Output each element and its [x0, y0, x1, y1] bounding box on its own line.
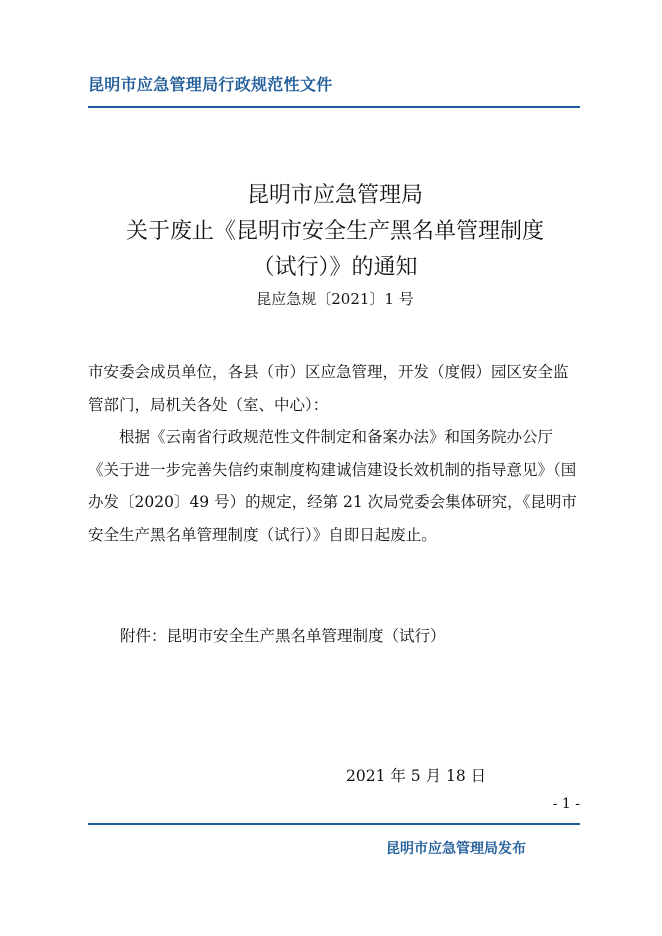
- document-title: [60, 178, 610, 286]
- page-number: - 1 -: [552, 796, 580, 812]
- title-line: （试行）》的通知: [252, 255, 418, 280]
- document-number: 昆应急规〔2021〕1 号: [256, 290, 414, 308]
- attachment-line: 附件：昆明市安全生产黑名单管理制度（试行）: [120, 627, 446, 645]
- issue-date: 2021 年 5 月 18 日: [346, 767, 487, 785]
- title-line: 昆明市应急管理局: [246, 183, 423, 208]
- body-paragraph: 根据《云南省行政规范性文件制定和备案办法》和国务院办公厅《关于进一步完善失信约束制度构建诚信建设长效机制的指导意见》（国办发〔2020〕49 号）的规定，经第 21 次局党委会集体研究，《昆明市安全生产黑名单管理制度（试行）》自即日起废止。: [88, 428, 577, 544]
- title-line: 关于废止《昆明市安全生产黑名单管理制度: [125, 219, 544, 244]
- recipients-paragraph: 市安委会成员单位，各县（市）区应急管理，开发（度假）园区安全监管部门，局机关各处（室、中心）：: [88, 363, 569, 414]
- footer-divider: [88, 823, 580, 825]
- publisher-label: 昆明市应急管理局发布: [386, 841, 526, 857]
- header-divider: [88, 106, 580, 108]
- document-body: [88, 356, 580, 551]
- header-title: 昆明市应急管理局行政规范性文件: [88, 75, 333, 94]
